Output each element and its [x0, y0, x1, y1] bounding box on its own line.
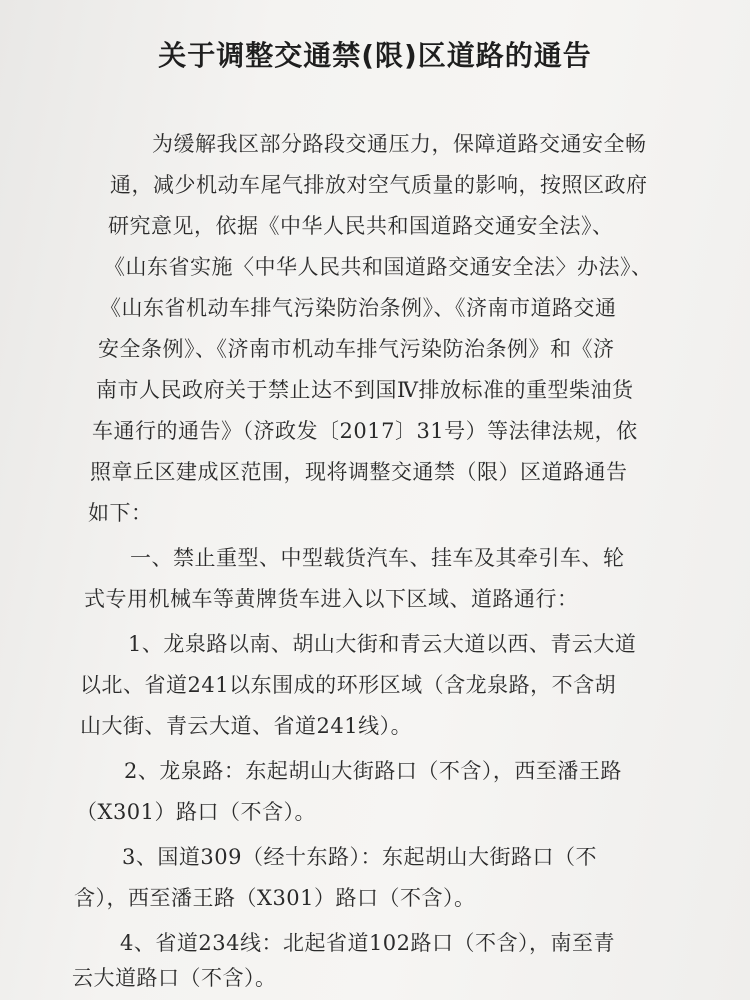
body-line: 云大道路口（不含）。: [72, 966, 277, 990]
item-line: 1、龙泉路以南、胡山大街和青云大道以西、青云大道: [128, 632, 637, 656]
clause-heading: 一、禁止重型、中型载货汽车、挂车及其牵引车、轮: [130, 546, 625, 570]
body-line: 车通行的通告》（济政发〔2017〕31号）等法律法规，依: [92, 419, 638, 443]
body-line: 式专用机械车等黄牌货车进入以下区域、道路通行：: [84, 587, 579, 611]
item-line: 3、国道309（经十东路）：东起胡山大街路口（不: [122, 845, 597, 869]
body-line: 照章丘区建成区范围，现将调整交通禁（限）区道路通告: [90, 460, 628, 484]
body-line: 安全条例》、《济南市机动车排气污染防治条例》和《济: [98, 337, 615, 361]
document-title: 关于调整交通禁(限)区道路的通告: [158, 39, 592, 72]
body-line: 以北、省道241以东围成的环形区域（含龙泉路，不含胡: [80, 673, 617, 697]
body-line: （X301）路口（不含）。: [76, 800, 317, 824]
body-line: 研究意见，依据《中华人民共和国道路交通安全法》、: [108, 214, 614, 238]
body-line: 为缓解我区部分路段交通压力，保障道路交通安全畅: [152, 132, 647, 156]
body-line: 含），西至潘王路（X301）路口（不含）。: [74, 886, 476, 910]
body-line: 山大街、青云大道、省道241线）。: [80, 714, 413, 738]
body-line: 通，减少机动车尾气排放对空气质量的影响，按照区政府: [110, 173, 648, 197]
body-line: 《山东省实施〈中华人民共和国道路交通安全法〉办法》、: [104, 255, 653, 279]
body-line: 如下：: [88, 501, 153, 525]
body-line: 南市人民政府关于禁止达不到国Ⅳ排放标准的重型柴油货: [96, 378, 634, 402]
body-line: 《山东省机动车排气污染防治条例》、《济南市道路交通: [100, 296, 617, 320]
item-line: 2、龙泉路：东起胡山大街路口（不含），西至潘王路: [124, 759, 622, 783]
item-line: 4、省道234线：北起省道102路口（不含），南至青: [120, 931, 616, 955]
